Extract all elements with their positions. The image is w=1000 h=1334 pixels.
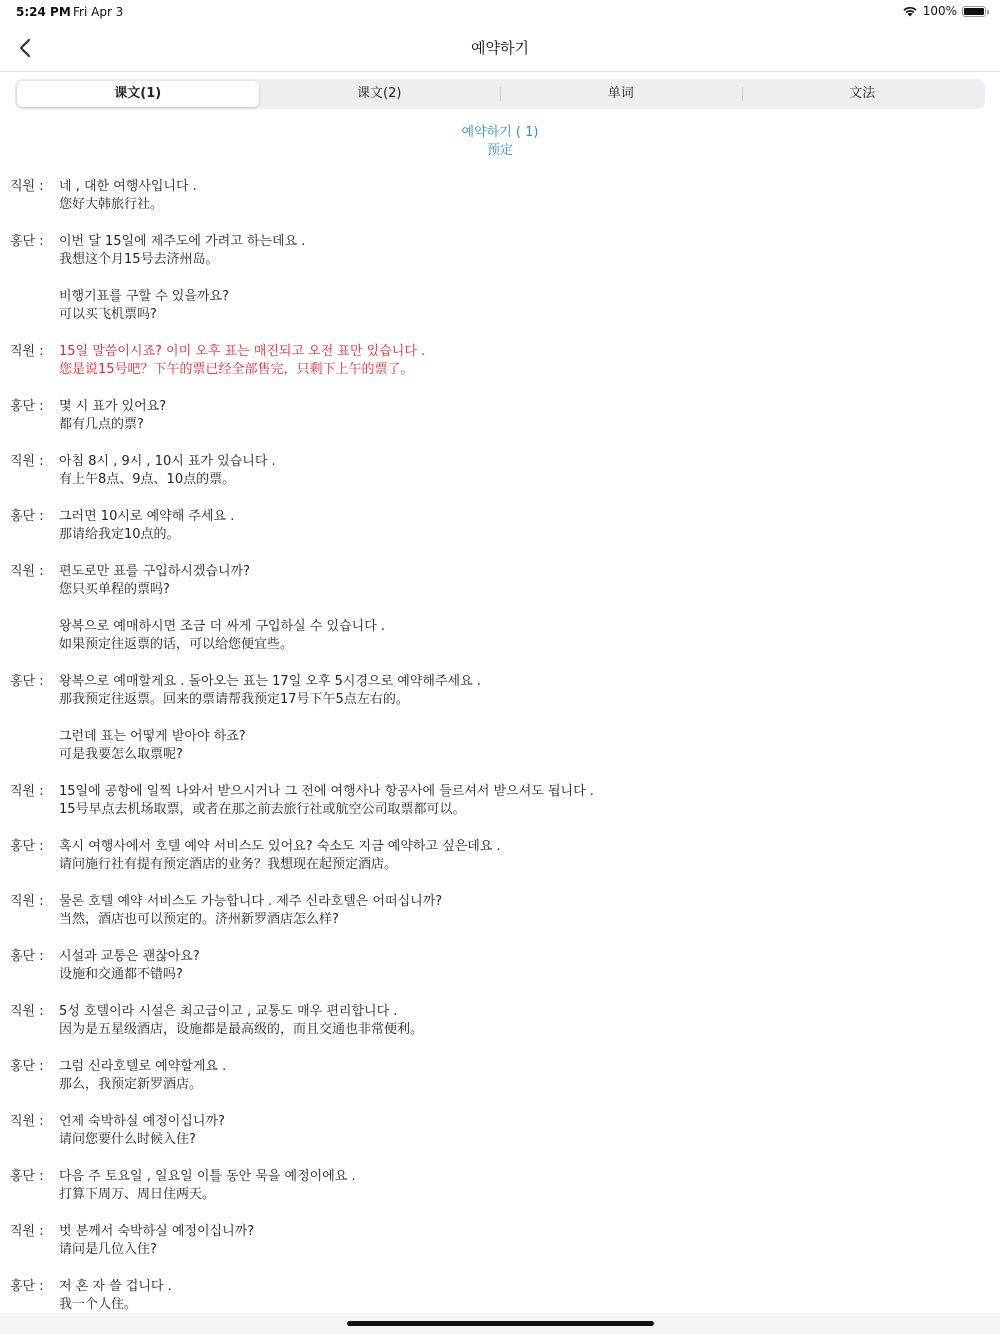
speaker-label: 홍단 : <box>10 234 44 249</box>
speaker-label: 직원 : <box>10 894 44 909</box>
dialog-paragraph <box>59 343 990 379</box>
speaker-label: 직원 : <box>10 1114 44 1129</box>
korean-line: 편도로만 표를 구입하시겠습니까? <box>59 564 250 579</box>
dialog-lines <box>59 563 990 654</box>
chinese-line: 可是我要怎么取票呢? <box>59 747 183 762</box>
speaker-label: 직원 : <box>10 1224 44 1239</box>
tab-text-1[interactable]: 课文(1) <box>17 81 259 107</box>
korean-line: 그러면 10시로 예약해 주세요 . <box>59 509 235 524</box>
dialog-entry <box>10 1113 990 1149</box>
dialog-paragraph <box>59 398 990 434</box>
dialog-lines <box>59 838 990 874</box>
battery-percent: 100% <box>922 4 957 18</box>
dialog-entry <box>10 233 990 324</box>
dialog-entry <box>10 563 990 654</box>
lesson-title-chinese: 预定 <box>486 143 513 158</box>
korean-line: 이번 달 15일에 제주도에 가려고 하는데요 . <box>59 234 306 249</box>
dialog-entry <box>10 398 990 434</box>
chinese-line: 请问施行社有提有预定酒店的业务？我想现在起预定酒店。 <box>59 857 398 872</box>
chinese-line: 那请给我定10点的。 <box>59 527 180 542</box>
korean-line: 시설과 교통은 괜찮아요? <box>59 949 200 964</box>
tab-grammar[interactable]: 文法 <box>742 81 984 107</box>
korean-line: 그런데 표는 어떻게 받아야 하죠? <box>59 729 246 744</box>
chinese-line: 您是说15号吧？下午的票已经全部售完，只剩下上午的票了。 <box>59 362 414 377</box>
korean-line: 15일에 공항에 일찍 나와서 받으시거나 그 전에 여행사나 항공사에 들르셔서 받으셔도 됩니다 . <box>59 784 594 799</box>
speaker-label: 홍단 : <box>10 1169 44 1184</box>
dialog-entry <box>10 783 990 819</box>
dialog-lines <box>59 1113 990 1149</box>
dialog-paragraph <box>59 893 990 929</box>
dialog-lines <box>59 398 990 434</box>
chinese-line: 那么，我预定新罗酒店。 <box>59 1077 203 1092</box>
lesson-title-korean: 예약하기 ( 1) <box>461 125 539 140</box>
dialog-entry <box>10 343 990 379</box>
dialog-lines <box>59 508 990 544</box>
dialog-entry <box>10 838 990 874</box>
speaker-label: 홍단 : <box>10 839 44 854</box>
dialog-entry <box>10 948 990 984</box>
korean-line: 저 혼 자 쓸 겁니다 . <box>59 1279 172 1294</box>
chinese-line: 如果预定往返票的话，可以给您便宜些。 <box>59 637 294 652</box>
dialog-paragraph <box>59 1278 990 1314</box>
status-time: 5:24 PM <box>16 5 71 19</box>
chinese-line: 您好大韩旅行社。 <box>59 197 164 212</box>
chinese-line: 15号早点去机场取票，或者在那之前去旅行社或航空公司取票都可以。 <box>59 802 466 817</box>
korean-line: 물론 호텔 예약 서비스도 가능합니다 . 제주 신라호텔은 어떠십니까? <box>59 894 443 909</box>
korean-line: 왕복으로 예매할게요 . 돌아오는 표는 17일 오후 5시경으로 예약해주세요 . <box>59 674 481 689</box>
dialog-paragraph <box>59 1168 990 1204</box>
korean-line: 혹시 여행사에서 호텔 예약 서비스도 있어요? 숙소도 지금 예약하고 싶은데요 . <box>59 839 501 854</box>
speaker-label: 직원 : <box>10 1004 44 1019</box>
dialog-paragraph <box>59 453 990 489</box>
lesson-tabs <box>15 79 985 109</box>
dialog-paragraph <box>59 1003 990 1039</box>
dialog-entry <box>10 1278 990 1314</box>
chinese-line: 都有几点的票? <box>59 417 144 432</box>
dialog-paragraph <box>59 783 990 819</box>
dialog-lines <box>59 233 990 324</box>
korean-line: 15일 말씀이시죠? 이미 오후 표는 매진되고 오전 표만 있습니다 . <box>59 344 426 359</box>
dialog-paragraph <box>59 728 990 764</box>
korean-line: 네 , 대한 여행사입니다 . <box>59 179 197 194</box>
status-bar <box>0 0 1000 24</box>
speaker-label: 홍단 : <box>10 399 44 414</box>
dialog-paragraph <box>59 618 990 654</box>
chinese-line: 您只买单程的票吗? <box>59 582 170 597</box>
dialog-entry <box>10 1003 990 1039</box>
chinese-line: 设施和交通都不错吗? <box>59 967 183 982</box>
dialog-entry <box>10 508 990 544</box>
dialog-paragraph <box>59 233 990 269</box>
dialog-lines <box>59 673 990 764</box>
chinese-line: 我一个人住。 <box>59 1297 138 1312</box>
speaker-label: 홍단 : <box>10 1279 44 1294</box>
speaker-label: 홍단 : <box>10 949 44 964</box>
korean-line: 다음 주 토요일 , 일요일 이틀 동안 묵을 예정이에요 . <box>59 1169 356 1184</box>
dialog-paragraph <box>59 673 990 709</box>
speaker-label: 직원 : <box>10 179 44 194</box>
dialog-entry <box>10 673 990 764</box>
battery-icon <box>962 6 986 17</box>
dialog-entry <box>10 453 990 489</box>
dialog-paragraph <box>59 948 990 984</box>
page-title: 예약하기 <box>471 39 529 57</box>
dialog-paragraph <box>59 1058 990 1094</box>
dialog-lines <box>59 178 990 214</box>
chinese-line: 可以买飞机票吗? <box>59 307 157 322</box>
status-date: Fri Apr 3 <box>73 5 124 19</box>
chinese-line: 当然，酒店也可以预定的。济州新罗酒店怎么样? <box>59 912 339 927</box>
chinese-line: 请问您要什么时候入住? <box>59 1132 196 1147</box>
dialog-paragraph <box>59 838 990 874</box>
dialog-entry <box>10 893 990 929</box>
dialog-entry <box>10 178 990 214</box>
korean-line: 왕복으로 예매하시면 조금 더 싸게 구입하실 수 있습니다 . <box>59 619 386 634</box>
dialog-lines <box>59 948 990 984</box>
home-indicator <box>347 1321 654 1326</box>
wifi-icon <box>902 5 918 17</box>
dialog-lines <box>59 1003 990 1039</box>
speaker-label: 직원 : <box>10 344 44 359</box>
speaker-label: 홍단 : <box>10 1059 44 1074</box>
korean-line: 몇 시 표가 있어요? <box>59 399 167 414</box>
dialog-paragraph <box>59 288 990 324</box>
dialog-lines <box>59 1168 990 1204</box>
korean-line: 5성 호텔이라 시설은 최고급이고 , 교통도 매우 편리합니다 . <box>59 1004 398 1019</box>
dialog-entry <box>10 1168 990 1204</box>
tab-text-2[interactable]: 课文(2) <box>357 86 402 101</box>
dialog-lines <box>59 783 990 819</box>
dialog-paragraph <box>59 178 990 214</box>
lesson-heading <box>0 124 1000 160</box>
dialog-paragraph <box>59 508 990 544</box>
speaker-label: 직원 : <box>10 784 44 799</box>
speaker-label: 직원 : <box>10 564 44 579</box>
korean-line: 언제 숙박하실 예정이십니까? <box>59 1114 225 1129</box>
status-right <box>902 4 986 18</box>
chinese-line: 打算下周万、周日住两天。 <box>59 1187 216 1202</box>
chinese-line: 那我预定往返票。回来的票请帮我预定17号下午5点左右的。 <box>59 692 409 707</box>
chinese-line: 请问是几位入住? <box>59 1242 157 1257</box>
dialog-lines <box>59 1278 990 1314</box>
dialog-lines <box>59 343 990 379</box>
dialog-lines <box>59 1058 990 1094</box>
speaker-label: 홍단 : <box>10 674 44 689</box>
korean-line: 그럼 신라호텔로 예약할게요 . <box>59 1059 227 1074</box>
speaker-label: 직원 : <box>10 454 44 469</box>
dialog-entry <box>10 1058 990 1094</box>
chinese-line: 有上午8点、9点、10点的票。 <box>59 472 236 487</box>
dialog-list <box>10 178 990 1333</box>
dialog-paragraph <box>59 1223 990 1259</box>
korean-line: 벗 분께서 숙박하실 예정이십니까? <box>59 1224 255 1239</box>
dialog-entry <box>10 1223 990 1259</box>
chinese-line: 因为是五星级酒店，设施都是最高级的，而且交通也非常便利。 <box>59 1022 424 1037</box>
dialog-lines <box>59 453 990 489</box>
tab-vocabulary[interactable]: 单词 <box>500 81 742 107</box>
chinese-line: 我想这个月15号去济州岛。 <box>59 252 219 267</box>
navigation-bar <box>0 24 1000 72</box>
dialog-paragraph <box>59 563 990 599</box>
dialog-lines <box>59 893 990 929</box>
korean-line: 비행기표를 구할 수 있을까요? <box>59 289 229 304</box>
dialog-lines <box>59 1223 990 1259</box>
dialog-paragraph <box>59 1113 990 1149</box>
korean-line: 아침 8시 , 9시 , 10시 표가 있습니다 . <box>59 454 276 469</box>
speaker-label: 홍단 : <box>10 509 44 524</box>
